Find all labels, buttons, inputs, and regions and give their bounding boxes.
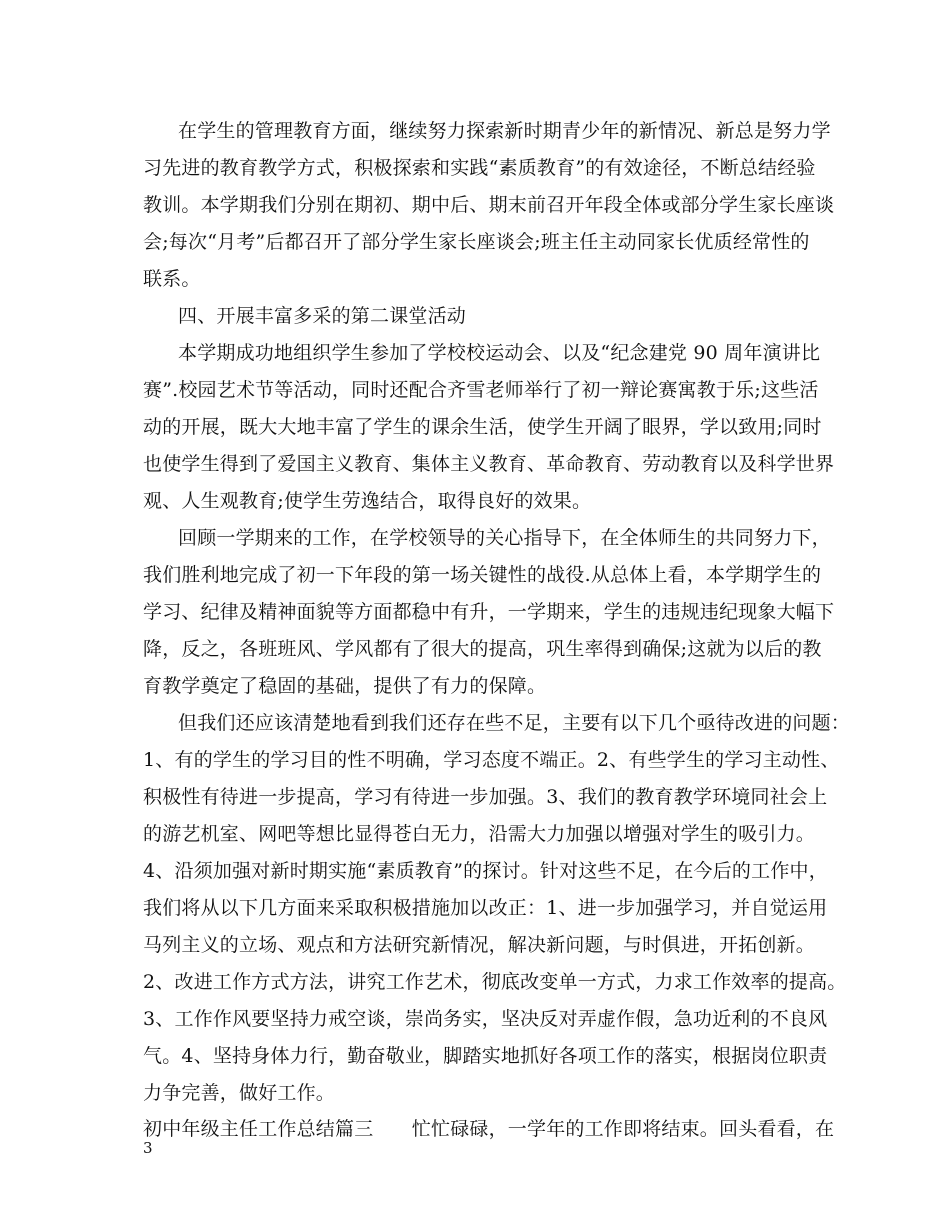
- paragraph-line: 也使学生得到了爱国主义教育、集体主义教育、革命教育、劳动教育以及科学世界: [143, 453, 835, 475]
- paragraph-line: 的游艺机室、网吧等想比显得苍白无力，沿需大力加强以增强对学生的吸引力。: [143, 823, 816, 845]
- paragraph-line: 会;每次“月考”后都召开了部分学生家长座谈会;班主任主动同家长优质经常性的: [143, 231, 810, 253]
- paragraph-line: 1、有的学生的学习目的性不明确，学习态度不端正。2、有些学生的学习主动性、: [143, 749, 840, 771]
- paragraph-line: 3、工作作风要坚持力戒空谈，崇尚务实，坚决反对弄虚作假，急功近利的不良风: [143, 1008, 828, 1030]
- paragraph-line: 联系。: [143, 268, 201, 290]
- paragraph-line: 4、沿须加强对新时期实施“素质教育”的探讨。针对这些不足，在今后的工作中，: [143, 860, 828, 882]
- paragraph-line: 育教学奠定了稳固的基础，提供了有力的保障。: [143, 675, 547, 697]
- paragraph-line: 学习、纪律及精神面貌等方面都稳中有升，一学期来，学生的违规违纪现象大幅下: [143, 601, 835, 623]
- paragraph-line: 气。4、坚持身体力行，勤奋敬业，脚踏实地抓好各项工作的落实，根据岗位职责: [143, 1045, 828, 1067]
- paragraph-line: 马列主义的立场、观点和方法研究新情况，解决新问题，与时俱进，开拓创新。: [143, 934, 816, 956]
- paragraph-line: 我们胜利地完成了初一下年段的第一场关键性的战役.从总体上看，本学期学生的: [143, 564, 822, 586]
- section-heading: 四、开展丰富多采的第二课堂活动: [178, 305, 467, 327]
- paragraph-line: 观、人生观教育;使学生劳逸结合，取得良好的效果。: [143, 490, 592, 512]
- paragraph-line: 降，反之，各班班风、学风都有了很大的提高，巩生率得到确保;这就为以后的教: [143, 638, 822, 660]
- paragraph-line: 但我们还应该清楚地看到我们还存在些不足，主要有以下几个亟待改进的问题：: [178, 712, 851, 734]
- paragraph-line: 我们将从以下几方面来采取积极措施加以改正：1、进一步加强学习，并自觉运用: [143, 897, 828, 919]
- section-title-line: 初中年级主任工作总结篇三 忙忙碌碌，一学年的工作即将结束。回头看看，在: [143, 1118, 835, 1140]
- paragraph-line: 习先进的教育教学方式，积极探索和实践“素质教育”的有效途径，不断总结经验: [143, 157, 816, 179]
- paragraph-line: 动的开展，既大大地丰富了学生的课余生活，使学生开阔了眼界，学以致用;同时: [143, 416, 822, 438]
- paragraph-line: 在学生的管理教育方面，继续努力探索新时期青少年的新情况、新总是努力学: [178, 120, 831, 142]
- paragraph-line: 回顾一学期来的工作，在学校领导的关心指导下，在全体师生的共同努力下，: [178, 527, 831, 549]
- page-number: 3: [143, 1139, 153, 1157]
- paragraph-line: 2、改进工作方式方法，讲究工作艺术，彻底改变单一方式，力求工作效率的提高。: [143, 971, 847, 993]
- paragraph-line: 力争完善，做好工作。: [143, 1082, 336, 1104]
- paragraph-line: 教训。本学期我们分别在期初、期中后、期末前召开年段全体或部分学生家长座谈: [143, 194, 835, 216]
- paragraph-line: 积极性有待进一步提高，学习有待进一步加强。3、我们的教育教学环境同社会上: [143, 786, 828, 808]
- paragraph-line: 赛”.校园艺术节等活动，同时还配合齐雪老师举行了初一辩论赛寓教于乐;这些活: [143, 379, 819, 401]
- paragraph-line: 本学期成功地组织学生参加了学校校运动会、以及“纪念建党 90 周年演讲比: [178, 342, 821, 364]
